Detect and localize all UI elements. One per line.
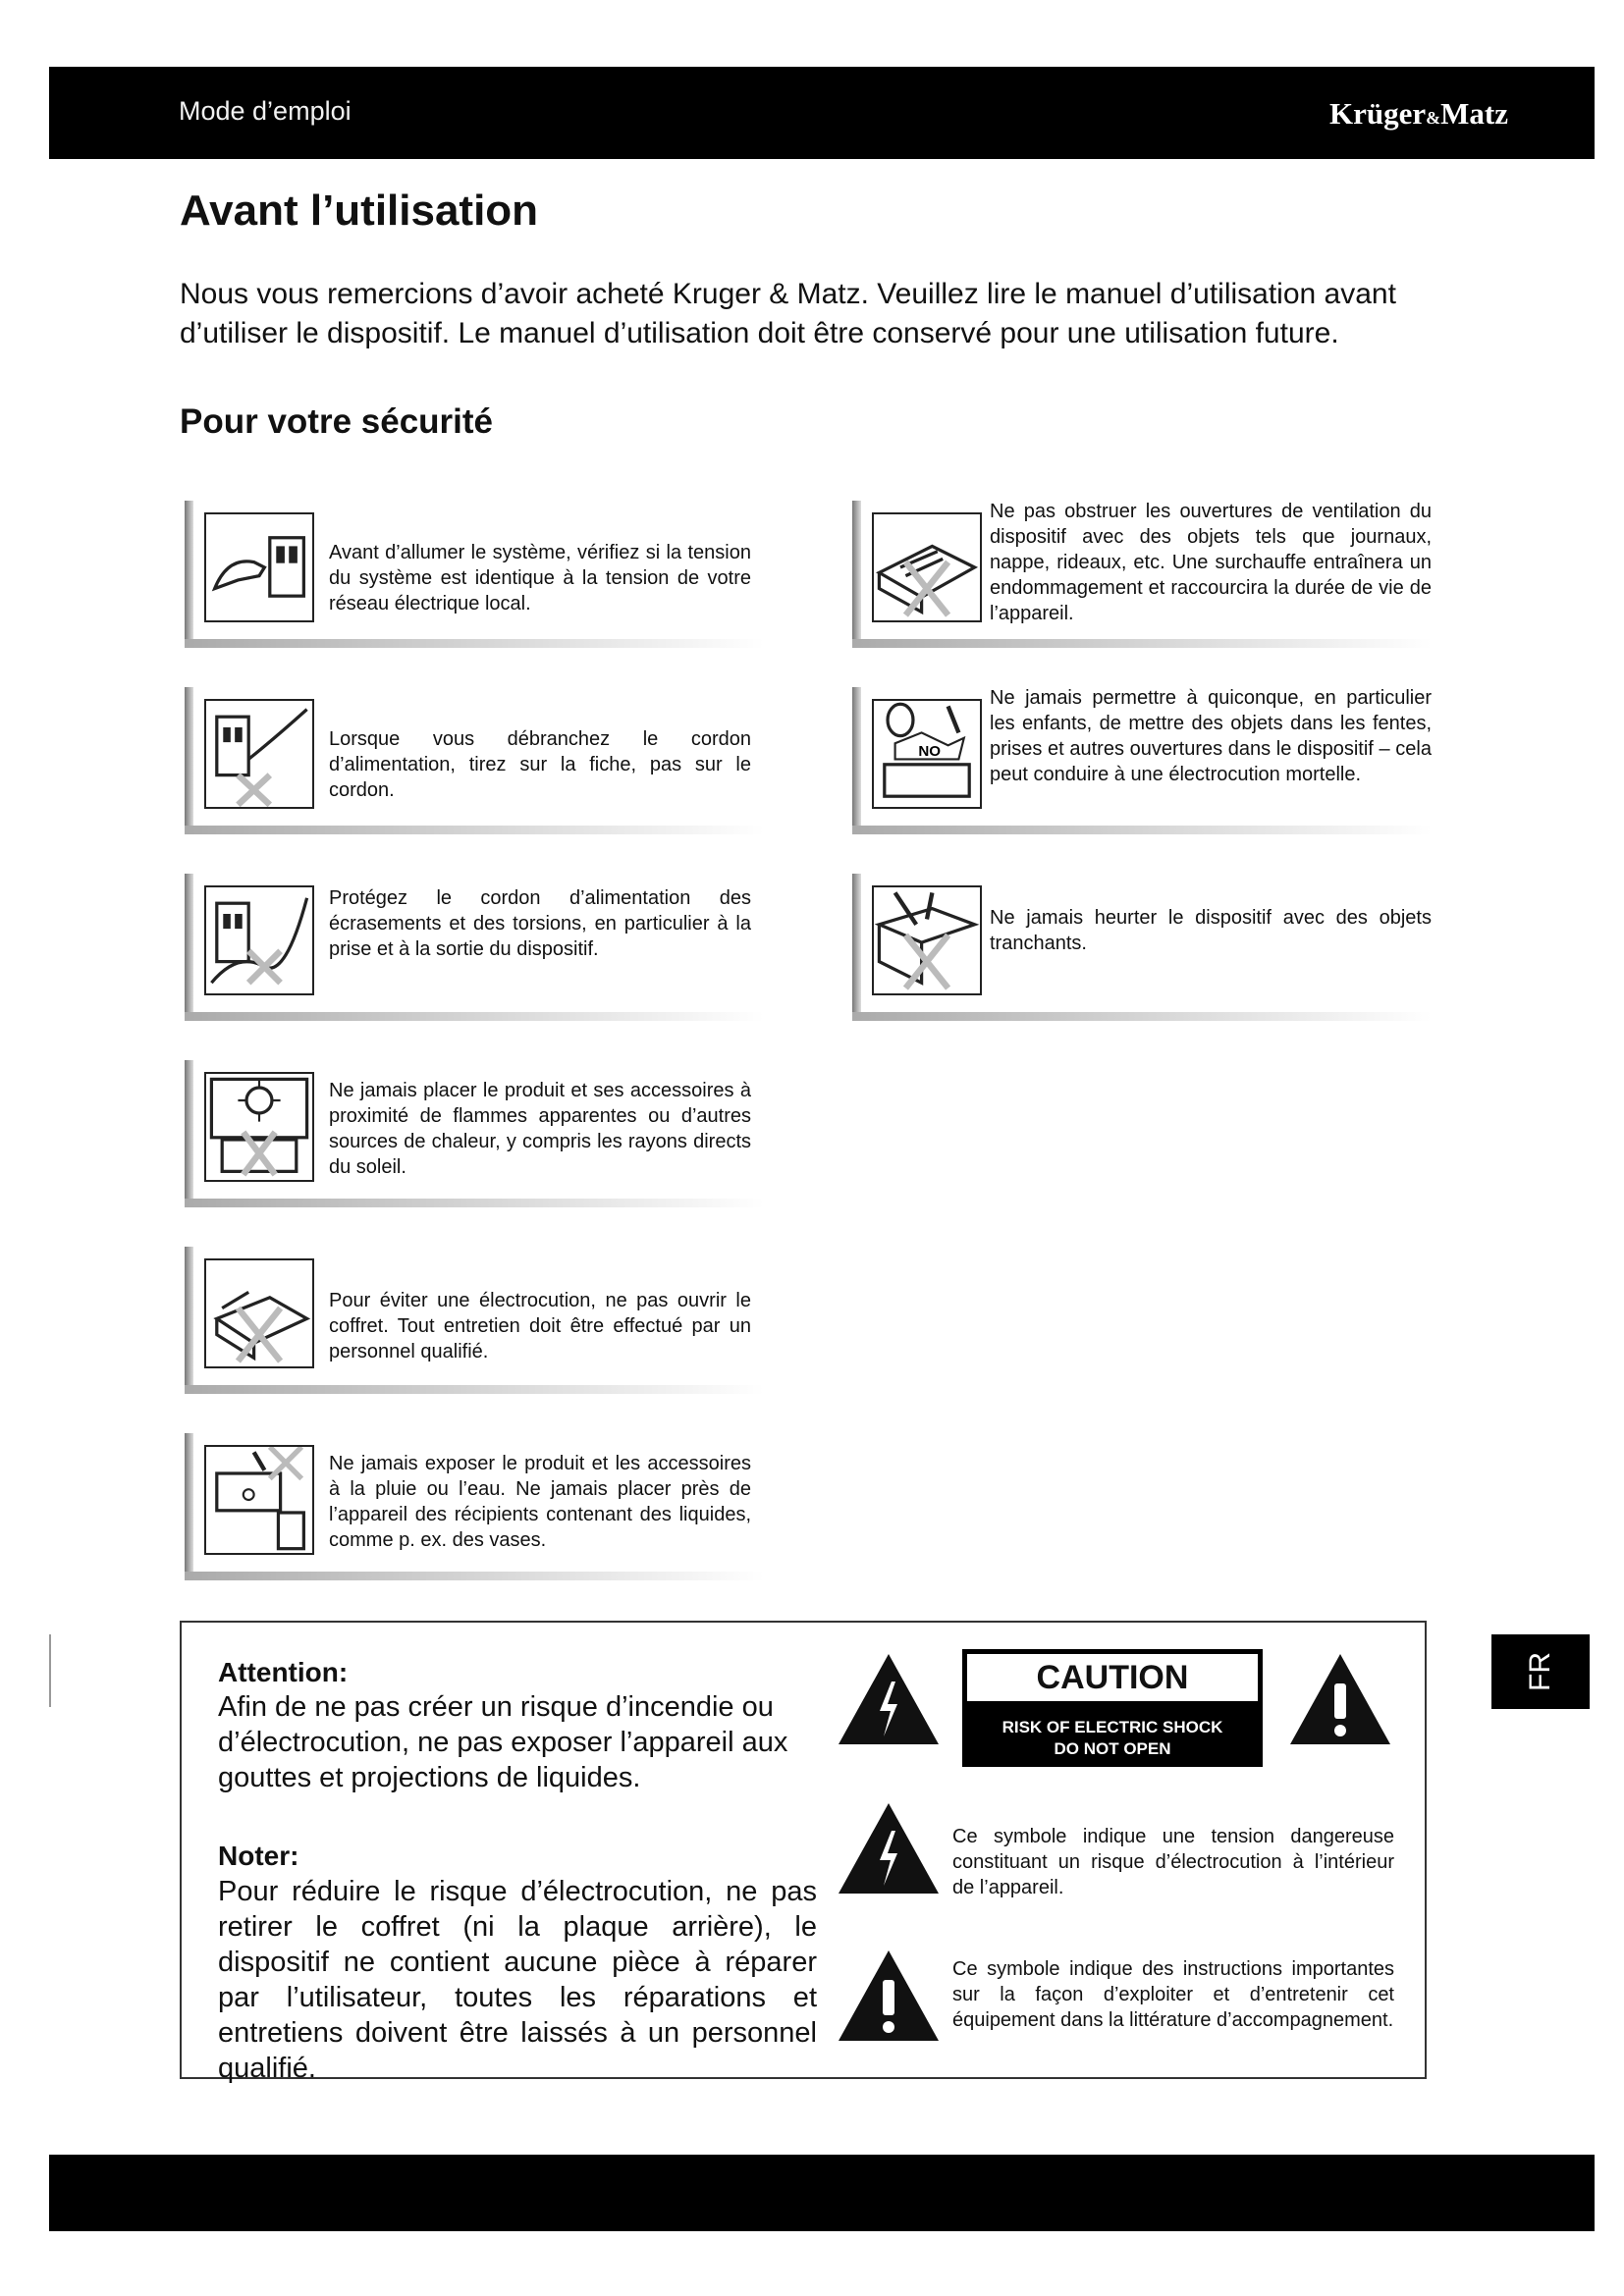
sharp-objects-icon	[872, 885, 982, 995]
lightning-symbol-text: Ce symbole indique une tension dangereuse constituant un risque d’électrocution à l’intérieur de l’appareil.	[952, 1826, 1394, 1898]
caution-label	[962, 1649, 1263, 1767]
attention-label: Attention:	[218, 1657, 349, 1687]
no-badge: NO	[918, 743, 942, 761]
attention-box	[180, 1621, 1427, 2084]
exclamation-symbol-text: Ce symbole indique des instructions importantes sur la façon d’exploiter et d’entretenir cet équipement dans la littérature d’accompagnement.	[952, 1958, 1394, 2031]
caution-title: CAUTION	[967, 1654, 1258, 1701]
safety-item	[852, 501, 1432, 648]
language-tab	[1491, 1634, 1590, 1709]
lightning-warning-icon	[835, 1650, 943, 1748]
brand-logo	[1329, 96, 1508, 132]
page-header	[49, 67, 1595, 159]
language-tab-label: FR	[1524, 1652, 1556, 1691]
lightning-symbol-icon	[835, 1799, 943, 1897]
caution-line2: DO NOT OPEN	[1054, 1739, 1171, 1758]
safety-text: Avant d’allumer le système, vérifiez si la tension du système est identique à la tension de votre réseau électrique local.	[329, 542, 751, 614]
ventilation-icon	[872, 512, 982, 622]
safety-text: Pour éviter une électrocution, ne pas ouvrir le coffret. Tout entretien doit être effectué par un personnel qualifié.	[329, 1290, 751, 1362]
safety-text: Ne jamais placer le produit et ses accessoires à proximité de flammes apparentes ou d’autres sources de chaleur, y compris les rayons directs du soleil.	[329, 1080, 751, 1178]
exclamation-symbol-icon	[835, 1947, 943, 2045]
safety-title: Pour votre sécurité	[180, 402, 493, 441]
safety-text: Lorsque vous débranchez le cordon d’alimentation, tirez sur la fiche, pas sur le cordon.	[329, 728, 751, 801]
open-case-icon	[204, 1258, 314, 1368]
margin-line	[49, 1634, 51, 1707]
safety-item	[185, 1060, 764, 1207]
safety-item	[185, 687, 764, 834]
intro-paragraph: Nous vous remercions d’avoir acheté Kruger & Matz. Veuillez lire le manuel d’utilisation avant d’utiliser le dispositif. Le manuel d’utilisation doit être conservé pour une utilisation future.	[180, 278, 1396, 349]
safety-text: Ne pas obstruer les ouvertures de ventilation du dispositif avec des objets tels que journaux, nappe, rideaux, etc. Une surchauffe entraînera un endommagement et raccourcira la durée de vie de l’appareil.	[990, 501, 1432, 624]
safety-text: Ne jamais permettre à quiconque, en particulier les enfants, de mettre des objets dans les fentes, prises et autres ouvertures dans le dispositif – cela peut conduire à une électrocution mortelle.	[990, 687, 1432, 785]
safety-item	[185, 1247, 764, 1394]
brand-part-b: Matz	[1440, 96, 1508, 131]
water-icon	[204, 1445, 314, 1555]
voltage-check-icon	[204, 512, 314, 622]
brand-amp: &	[1426, 108, 1441, 128]
caution-line1: RISK OF ELECTRIC SHOCK	[1001, 1718, 1223, 1736]
safety-item	[185, 874, 764, 1021]
safety-item	[852, 687, 1432, 834]
protect-cord-icon	[204, 885, 314, 995]
brand-part-a: Krüger	[1329, 96, 1427, 131]
safety-text: Ne jamais heurter le dispositif avec des objets tranchants.	[990, 907, 1432, 954]
header-mode: Mode d’emploi	[179, 96, 352, 126]
heat-source-icon	[204, 1072, 314, 1182]
no-objects-icon	[872, 699, 982, 809]
attention-text: Afin de ne pas créer un risque d’incendie ou d’électrocution, ne pas exposer l’appareil aux gouttes et projections de liquides.	[218, 1691, 788, 1793]
page-title: Avant l’utilisation	[180, 187, 539, 235]
safety-item	[852, 874, 1432, 1021]
unplug-cord-icon	[204, 699, 314, 809]
safety-item	[185, 1433, 764, 1580]
page-footer	[49, 2155, 1595, 2231]
note-text: Pour réduire le risque d’électrocution, ne pas retirer le coffret (ni la plaque arrière), le dispositif ne contient aucune pièce à réparer par l’utilisateur, toutes les réparations et entretiens doivent être laissés à un personnel qualifié.	[218, 1876, 817, 2084]
safety-item	[185, 501, 764, 648]
exclamation-warning-icon	[1286, 1650, 1394, 1748]
safety-text: Protégez le cordon d’alimentation des écrasements et des torsions, en particulier à la prise et à la sortie du dispositif.	[329, 887, 751, 960]
note-label: Noter:	[218, 1841, 299, 1871]
safety-text: Ne jamais exposer le produit et les accessoires à la pluie ou l’eau. Ne jamais placer près de l’appareil des récipients contenant des liquides, comme p. ex. des vases.	[329, 1453, 751, 1551]
